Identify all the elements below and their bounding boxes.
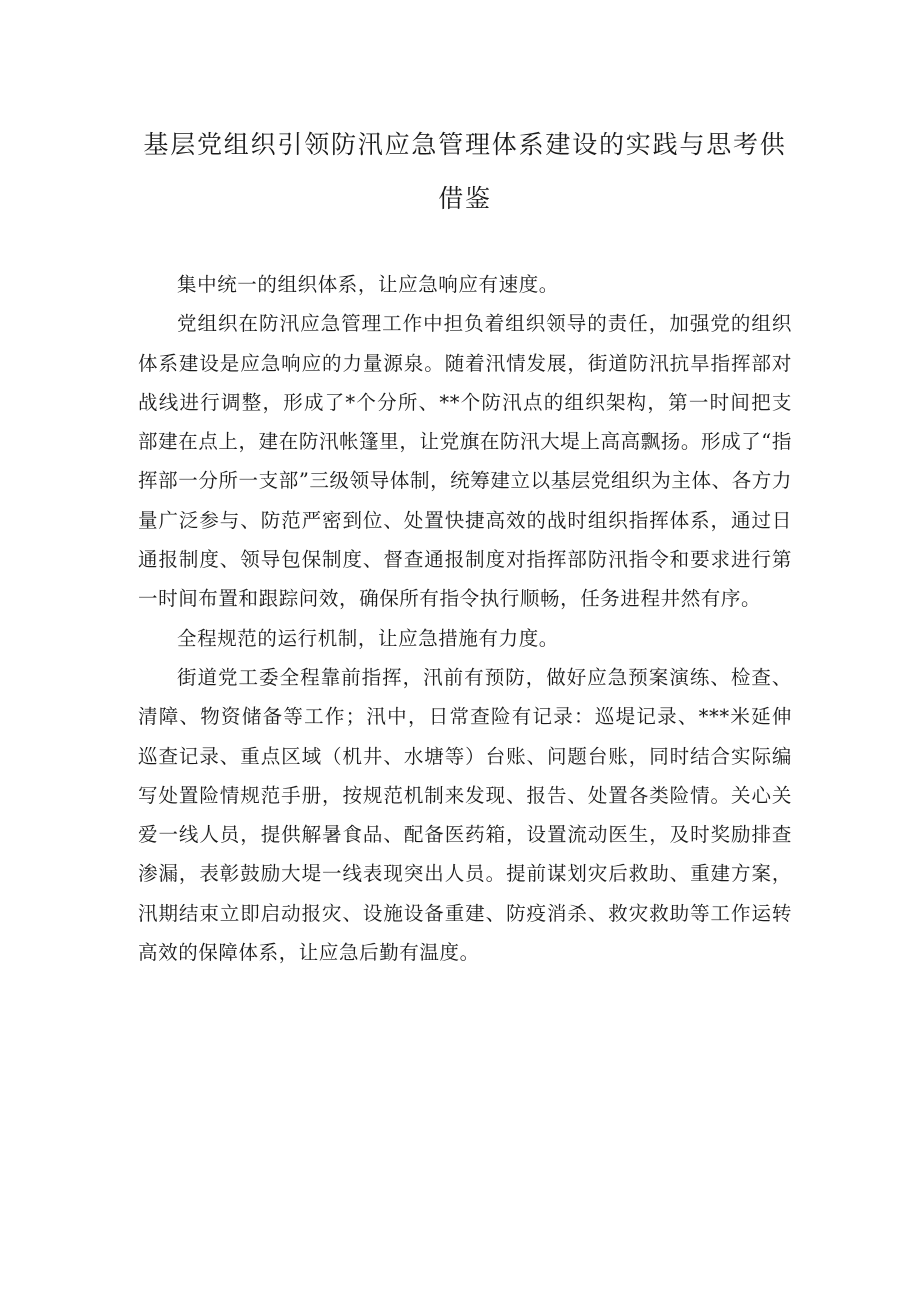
document-title: 基层党组织引领防汛应急管理体系建设的实践与思考供借鉴 xyxy=(143,130,787,213)
paragraph-4: 街道党工委全程靠前指挥，汛前有预防，做好应急预案演练、检查、清障、物资储备等工作；汛中，日常查险有记录：巡堤记录、***米延伸巡查记录、重点区域（机井、水塘等）台账、问题台账，同时结合实际编写处置险情规范手册，按规范机制来发现、报告、处置各类险情。关心关爱一线人员，提供解暑食品、配备医药箱，设置流动医生，及时奖励排查渗漏，表彰鼓励大堤一线表现突出人员。提前谋划灾后救助、重建方案，汛期结束立即启动报灾、设施设备重建、防疫消杀、救灾救助等工作运转高效的保障体系，让应急后勤有温度。 xyxy=(138,665,792,965)
paragraph-2: 党组织在防汛应急管理工作中担负着组织领导的责任，加强党的组织体系建设是应急响应的力量源泉。随着汛情发展，街道防汛抗旱指挥部对战线进行调整，形成了*个分所、**个防汛点的组织架构，第一时间把支部建在点上，建在防汛帐篷里，让党旗在防汛大堤上高高飘扬。形成了“指挥部一分所一支部”三级领导体制，统筹建立以基层党组织为主体、各方力量广泛参与、防范严密到位、处置快捷高效的战时组织指挥体系，通过日通报制度、领导包保制度、督查通报制度对指挥部防汛指令和要求进行第一时间布置和跟踪问效，确保所有指令执行顺畅，任务进程井然有序。 xyxy=(138,312,792,611)
paragraph-1: 集中统一的组织体系，让应急响应有速度。 xyxy=(177,273,559,296)
paragraph-3: 全程规范的运行机制，让应急措施有力度。 xyxy=(177,626,559,650)
document-body xyxy=(138,265,792,972)
